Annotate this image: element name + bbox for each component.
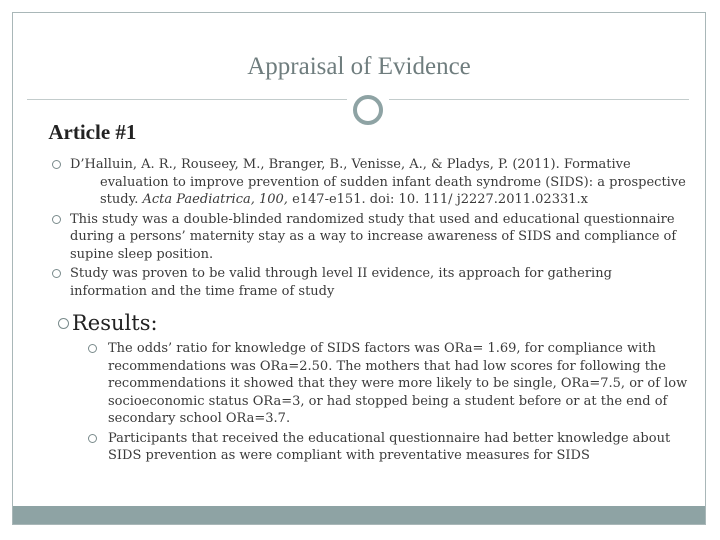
bullet-text: Study was proven to be valid through level II evidence, its approach for gathering information and the time frame of study xyxy=(70,266,612,299)
heading-text: Article #1 xyxy=(32,120,121,144)
heading-marker xyxy=(32,120,48,144)
ring-bullet-icon xyxy=(52,160,61,169)
citation-doi: e147-e151. doi: 10. 111/ j2227.2011.02331.x xyxy=(287,192,588,207)
results-text: The odds’ ratio for knowledge of SIDS factors was ORa= 1.69, for compliance with recommendations was ORa=2.50. The mothers that had low scores for following the recommendations it showed that they were more likely to be single, ORa=7.5, or of low socioeconomic status ORa=3, or had stopped being a student before or at the end of secondary school ORa=3.7. xyxy=(108,341,688,426)
results-label: Results: xyxy=(72,311,158,335)
slide-title: Appraisal of Evidence xyxy=(247,53,471,80)
results-item xyxy=(50,430,688,465)
list-item xyxy=(50,211,690,264)
section-heading xyxy=(32,120,136,145)
results-text: Participants that received the educational questionnaire had better knowledge about SIDS prevention as were compliant with preventative measures for SIDS xyxy=(108,430,671,463)
body-content xyxy=(50,156,690,467)
bullet-text: This study was a double-blinded randomized study that used and educational questionnaire during a persons’ maternity stay as a way to increase awareness of SIDS and compliance of supine sleep position. xyxy=(70,211,677,262)
ring-bullet-icon xyxy=(52,215,61,224)
ring-bullet-icon xyxy=(88,344,97,353)
footer-bar xyxy=(13,506,705,524)
results-heading xyxy=(50,310,690,336)
title-divider-right xyxy=(389,99,689,100)
ring-bullet-icon xyxy=(58,318,69,329)
ring-bullet-icon xyxy=(88,434,97,443)
list-item xyxy=(50,265,690,300)
citation-text xyxy=(70,156,690,209)
citation-item xyxy=(50,156,690,209)
citation-journal: Acta Paediatrica, 100, xyxy=(142,192,288,207)
circle-ornament-icon xyxy=(353,95,383,125)
citation-authors: D’Halluin, A. R., Rouseey, M., Branger, B., Venisse, A., & Pladys, P. (2011). Formative evaluation to improve prevention of sudden infant death syndrome (SIDS): a prospective study. xyxy=(70,157,686,207)
results-item xyxy=(50,340,688,428)
ring-bullet-icon xyxy=(52,269,61,278)
title-divider-left xyxy=(27,99,347,100)
